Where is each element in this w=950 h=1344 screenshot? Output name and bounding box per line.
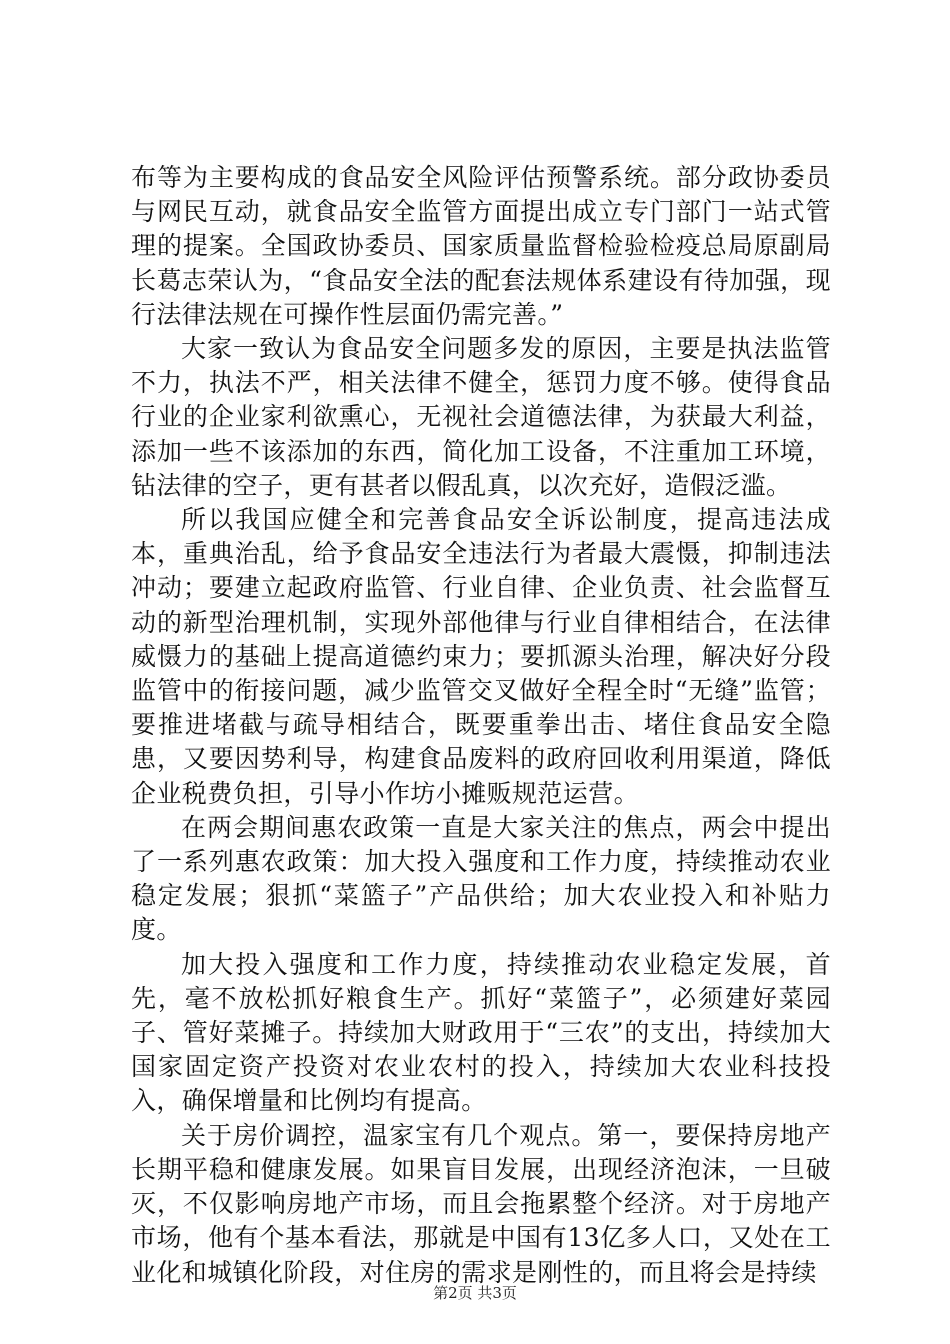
page-number-footer: 第2页 共3页: [433, 1284, 517, 1302]
paragraph-1: 布等为主要构成的食品安全风险评估预警系统。部分政协委员与网民互动，就食品安全监管方面提出成立专门部门一站式管理的提案。全国政协委员、国家质量监督检验检疫总局原副局长葛志荣认为，“食品安全法的配套法规体系建设有待加强，现行法律法规在可操作性层面仍需完善。”: [131, 163, 831, 329]
paragraph-6: 关于房价调控，温家宝有几个观点。第一，要保持房地产长期平稳和健康发展。如果盲目发展，出现经济泡沫，一旦破灭，不仅影响房地产市场，而且会拖累整个经济。对于房地产市场，他有个基本看法，那就是中国有13亿多人口，又处在工业化和城镇化阶段，对住房的需求是刚性的，而且将会是持续: [131, 1120, 831, 1287]
paragraph-5: 加大投入强度和工作力度，持续推动农业稳定发展，首先，毫不放松抓好粮食生产。抓好“菜篮子”，必须建好菜园子、管好菜摊子。持续加大财政用于“三农”的支出，持续加大国家固定资产投资对农业农村的投入，持续加大农业科技投入，确保增量和比例均有提高。: [131, 949, 831, 1116]
paragraph-3: 所以我国应健全和完善食品安全诉讼制度，提高违法成本，重典治乱，给予食品安全违法行为者最大震慑，抑制违法冲动；要建立起政府监管、行业自律、企业负责、社会监督互动的新型治理机制，实现外部他律与行业自律相结合，在法律威慑力的基础上提高道德约束力；要抓源头治理，解决好分段监管中的衔接问题，减少监管交叉做好全程全时“无缝”监管；要推进堵截与疏导相结合，既要重拳出击、堵住食品安全隐患，又要因势利导，构建食品废料的政府回收利用渠道，降低企业税费负担，引导小作坊小摊贩规范运营。: [131, 505, 831, 808]
paragraph-4: 在两会期间惠农政策一直是大家关注的焦点，两会中提出了一系列惠农政策：加大投入强度和工作力度，持续推动农业稳定发展；狠抓“菜篮子”产品供给；加大农业投入和补贴力度。: [131, 812, 831, 945]
paragraph-2: 大家一致认为食品安全问题多发的原因，主要是执法监管不力，执法不严，相关法律不健全，惩罚力度不够。使得食品行业的企业家利欲熏心，无视社会道德法律，为获最大利益，添加一些不该添加的东西，简化加工设备，不注重加工环境，钻法律的空子，更有甚者以假乱真，以次充好，造假泛滥。: [131, 334, 831, 500]
document-body: [131, 161, 831, 1290]
